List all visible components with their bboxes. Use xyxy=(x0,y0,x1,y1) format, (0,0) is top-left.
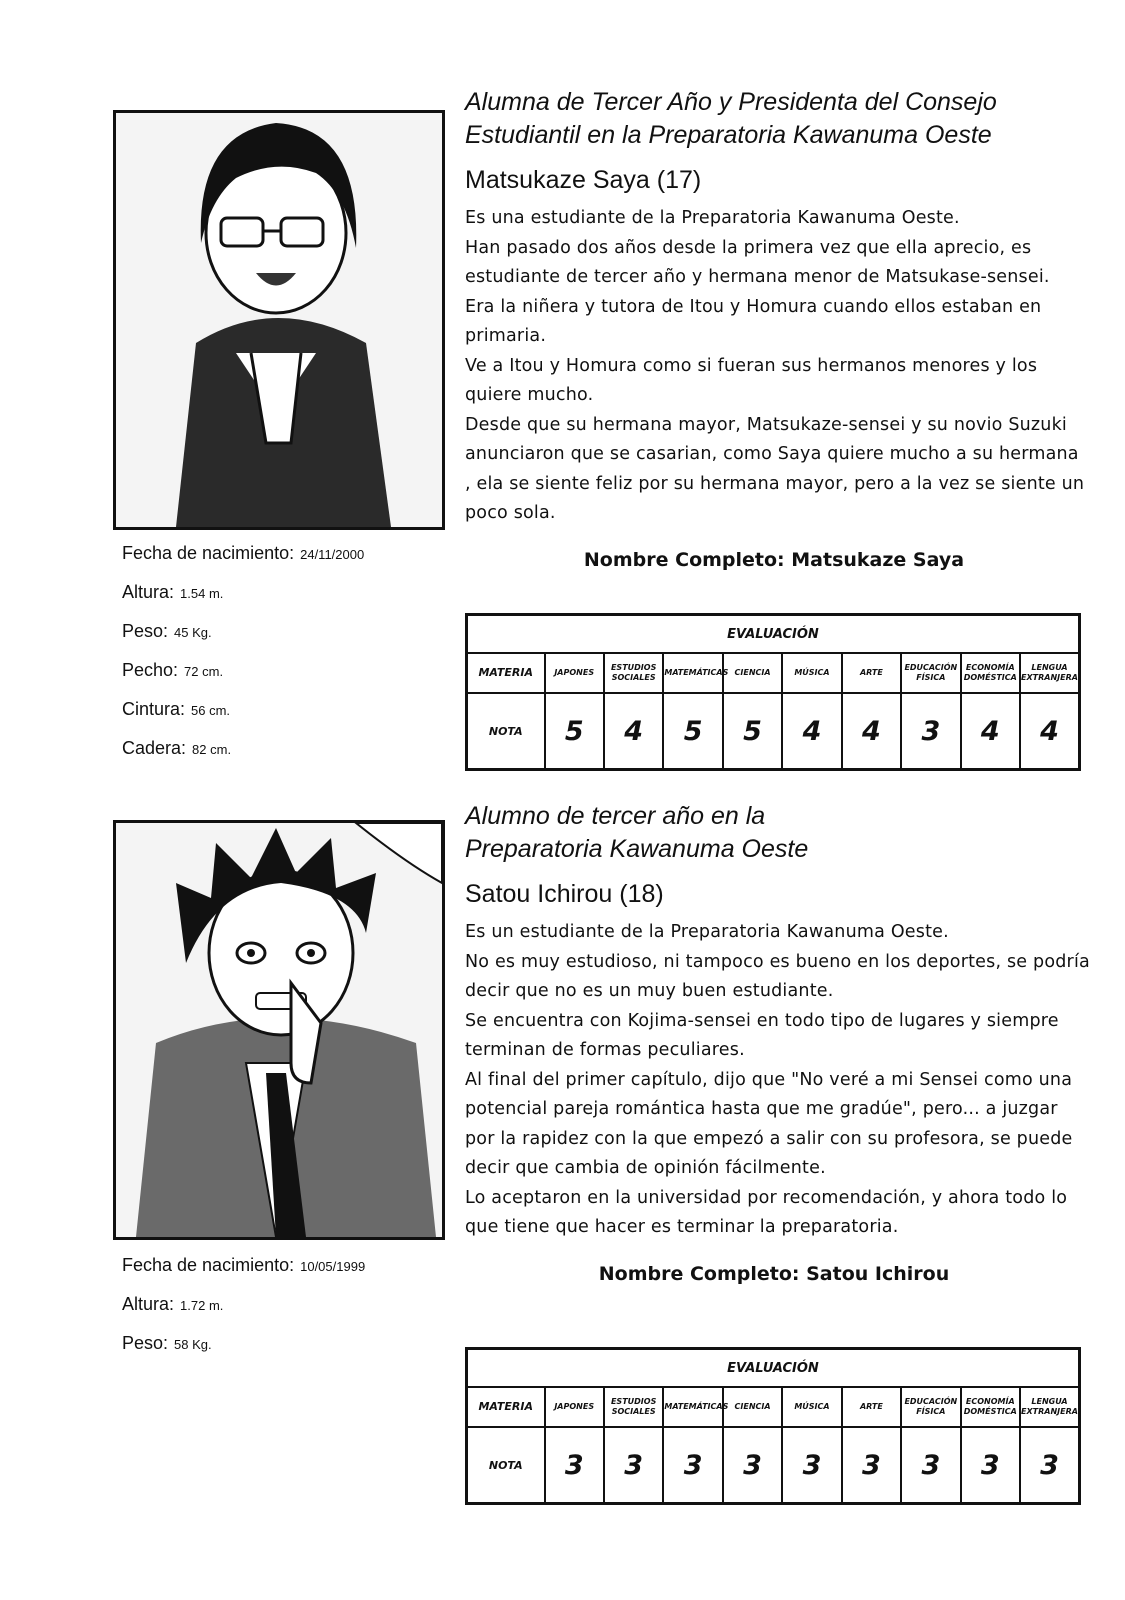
subject-header: CIENCIA xyxy=(723,653,782,693)
subject-header: JAPONES xyxy=(545,1387,604,1427)
stat-value: 1.72 m. xyxy=(180,1298,224,1313)
subject-row-label: MATERIA xyxy=(467,1387,545,1427)
stat-label: Cadera: xyxy=(122,738,187,758)
grade-cell: 5 xyxy=(663,693,722,770)
physical-stats xyxy=(122,540,452,774)
bio-paragraph: Era la niñera y tutora de Itou y Homura cuando ellos estaban en primaria. xyxy=(465,296,1042,346)
character-bio xyxy=(465,918,1090,1243)
grade-cell: 5 xyxy=(723,693,782,770)
stat-chest xyxy=(122,657,452,696)
stat-birthdate xyxy=(122,1252,452,1291)
grade-cell: 3 xyxy=(961,1427,1020,1504)
character-bio xyxy=(465,204,1090,529)
evaluation-title: EVALUACIÓN xyxy=(467,1349,1080,1388)
bio-paragraph: Al final del primer capítulo, dijo que "No veré a mi Sensei como una potencial pareja romántica hasta que me gradúe", pero... a juzgar por la rapidez con la que empezó a salir con su profesora, se puede decir que cambia de opinión fácilmente. xyxy=(465,1069,1073,1178)
full-name-heading: Nombre Completo: Satou Ichirou xyxy=(598,1262,950,1285)
subject-header: MATEMÁTICAS xyxy=(663,653,722,693)
stat-weight xyxy=(122,1330,452,1369)
stat-value: 24/11/2000 xyxy=(300,547,365,562)
girl-portrait-icon xyxy=(116,113,442,527)
full-name-heading: Nombre Completo: Matsukaze Saya xyxy=(583,548,965,571)
stat-value: 56 cm. xyxy=(191,703,231,718)
stat-weight xyxy=(122,618,452,657)
grade-cell: 3 xyxy=(1020,1427,1080,1504)
grade-cell: 3 xyxy=(545,1427,604,1504)
stat-label: Fecha de nacimiento: xyxy=(122,543,295,563)
stat-value: 72 cm. xyxy=(184,664,224,679)
stat-birthdate xyxy=(122,540,452,579)
grade-cell: 3 xyxy=(723,1427,782,1504)
grade-cell: 3 xyxy=(901,1427,960,1504)
profile-info xyxy=(465,800,1090,1285)
stat-label: Altura: xyxy=(122,1294,175,1314)
bio-paragraph: Han pasado dos años desde la primera vez que ella aprecio, es estudiante de tercer año y hermana menor de Matsukase-sensei. xyxy=(465,237,1050,287)
stat-value: 58 Kg. xyxy=(174,1337,212,1352)
grade-cell: 4 xyxy=(782,693,841,770)
subject-header: ECONOMÍA DOMÉSTICA xyxy=(961,653,1020,693)
physical-stats xyxy=(122,1252,452,1369)
subject-row-label: MATERIA xyxy=(467,653,545,693)
subject-header: MÚSICA xyxy=(782,653,841,693)
grade-cell: 4 xyxy=(842,693,901,770)
profile-matsukaze-saya xyxy=(0,0,1125,790)
subject-header: LENGUA EXTRANJERA xyxy=(1020,1387,1080,1427)
profile-info xyxy=(465,86,1090,571)
stat-label: Peso: xyxy=(122,1333,169,1353)
grade-row-label: NOTA xyxy=(467,693,545,770)
bio-paragraph: Es un estudiante de la Preparatoria Kawanuma Oeste. xyxy=(465,922,949,942)
grade-cell: 4 xyxy=(604,693,663,770)
subject-header: EDUCACIÓN FÍSICA xyxy=(901,653,960,693)
stat-label: Pecho: xyxy=(122,660,179,680)
character-portrait-illustration xyxy=(113,110,445,530)
stat-label: Cintura: xyxy=(122,699,186,719)
character-subtitle: Alumno de tercer año en la Preparatoria Kawanuma Oeste xyxy=(465,802,809,863)
grade-cell: 3 xyxy=(901,693,960,770)
stat-height xyxy=(122,579,452,618)
evaluation-table xyxy=(465,1347,1081,1505)
grade-cell: 3 xyxy=(782,1427,841,1504)
subject-header: LENGUA EXTRANJERA xyxy=(1020,653,1080,693)
stat-value: 82 cm. xyxy=(192,742,232,757)
grade-row-label: NOTA xyxy=(467,1427,545,1504)
subject-header: EDUCACIÓN FÍSICA xyxy=(901,1387,960,1427)
stat-waist xyxy=(122,696,452,735)
subject-header: ECONOMÍA DOMÉSTICA xyxy=(961,1387,1020,1427)
boy-portrait-icon xyxy=(116,823,442,1237)
subject-header: ESTUDIOS SOCIALES xyxy=(604,653,663,693)
bio-paragraph: Es una estudiante de la Preparatoria Kawanuma Oeste. xyxy=(465,208,960,228)
grade-cell: 3 xyxy=(842,1427,901,1504)
bio-paragraph: Se encuentra con Kojima-sensei en todo tipo de lugares y siempre terminan de formas peculiares. xyxy=(465,1010,1059,1060)
subject-header: MÚSICA xyxy=(782,1387,841,1427)
evaluation-title: EVALUACIÓN xyxy=(467,615,1080,654)
stat-height xyxy=(122,1291,452,1330)
evaluation-table xyxy=(465,613,1081,771)
stat-label: Fecha de nacimiento: xyxy=(122,1255,295,1275)
stat-value: 45 Kg. xyxy=(174,625,212,640)
subject-header: CIENCIA xyxy=(723,1387,782,1427)
character-name: Satou Ichirou (18) xyxy=(465,880,664,908)
stat-hips xyxy=(122,735,452,774)
bio-paragraph: Lo aceptaron en la universidad por recomendación, y ahora todo lo que tiene que hacer es terminar la preparatoria. xyxy=(465,1187,1068,1237)
grade-cell: 3 xyxy=(604,1427,663,1504)
subject-header: ESTUDIOS SOCIALES xyxy=(604,1387,663,1427)
character-subtitle: Alumna de Tercer Año y Presidenta del Consejo Estudiantil en la Preparatoria Kawanuma Oeste xyxy=(465,88,997,149)
bio-paragraph: Ve a Itou y Homura como si fueran sus hermanos menores y los quiere mucho. xyxy=(465,355,1038,405)
grade-cell: 4 xyxy=(961,693,1020,770)
grade-cell: 3 xyxy=(663,1427,722,1504)
stat-label: Altura: xyxy=(122,582,175,602)
character-name: Matsukaze Saya (17) xyxy=(465,166,702,194)
stat-label: Peso: xyxy=(122,621,169,641)
subject-header: ARTE xyxy=(842,1387,901,1427)
bio-paragraph: Desde que su hermana mayor, Matsukaze-sensei y su novio Suzuki anunciaron que se casarian, como Saya quiere mucho a su hermana , ela se siente feliz por su hermana mayor, pero a la vez se siente un poco sola. xyxy=(465,414,1085,523)
stat-value: 10/05/1999 xyxy=(300,1259,366,1274)
bio-paragraph: No es muy estudioso, ni tampoco es bueno en los deportes, se podría decir que no es un muy buen estudiante. xyxy=(465,951,1090,1001)
subject-header: ARTE xyxy=(842,653,901,693)
profile-satou-ichirou xyxy=(0,790,1125,1590)
subject-header: JAPONES xyxy=(545,653,604,693)
subject-header: MATEMÁTICAS xyxy=(663,1387,722,1427)
stat-value: 1.54 m. xyxy=(180,586,224,601)
grade-cell: 5 xyxy=(545,693,604,770)
grade-cell: 4 xyxy=(1020,693,1080,770)
character-portrait-illustration xyxy=(113,820,445,1240)
